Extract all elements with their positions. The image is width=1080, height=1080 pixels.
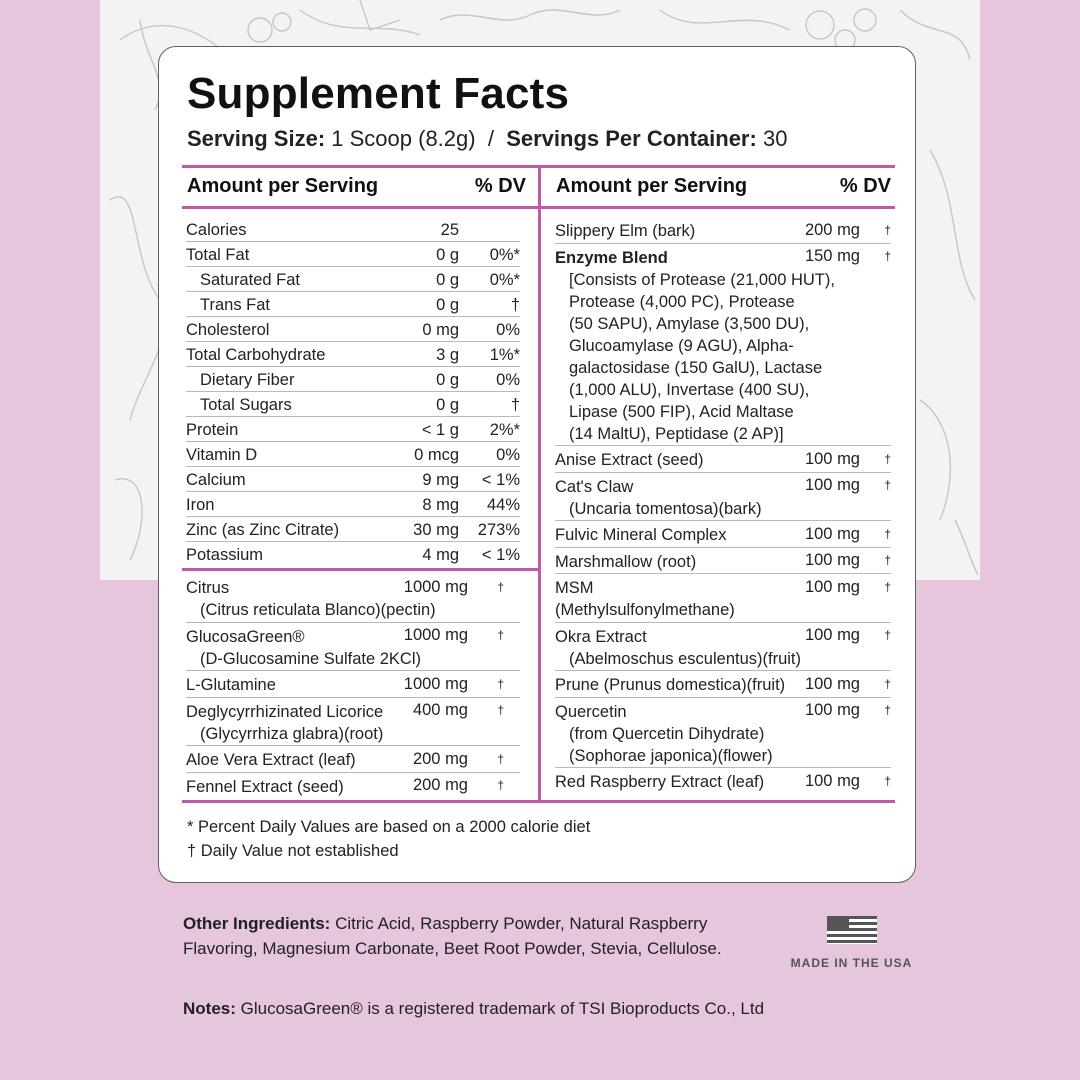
nutrient-row [186,492,520,517]
notes-text: GlucosaGreen® is a registered trademark of TSI Bioproducts Co., Ltd [240,999,765,1018]
ingredient-title: Prune (Prunus domestica)(fruit) [555,676,786,694]
nutrient-dv: † [510,395,520,414]
ingredient-dv: † [884,478,891,492]
left-amount-header: Amount per Serving [187,175,379,197]
ingredient-amount: 1000 mg [403,626,468,644]
ingredient-title: Fennel Extract (seed) [186,777,344,796]
nutrient-row [186,267,520,292]
nutrient-row [186,392,520,417]
ingredient-dv: † [884,451,891,466]
nutrient-name: Cholesterol [186,320,270,339]
nutrient-amount: 0 g [436,370,459,389]
ingredient-title: Citrus [186,579,230,597]
ingredient-title: MSM [555,579,594,597]
nutrient-name: Iron [186,495,215,514]
ingredient-row [186,746,520,773]
ingredient-amount: 100 mg [804,524,860,543]
nutrient-amount: 0 g [436,270,459,289]
ingredient-name [186,749,520,771]
background-right-strip [980,0,1080,1080]
ingredient-source: [Consists of Protease (21,000 HUT), [569,270,835,289]
ingredient-amount: 150 mg [804,247,860,265]
nutrient-amount: 0 g [436,245,459,264]
nutrient-name: Potassium [186,545,264,564]
nutrient-amount: 0 mg [422,320,459,339]
ingredient-name [186,577,520,621]
ingredient-dv: † [884,553,891,567]
nutrient-name: Dietary Fiber [200,370,295,389]
ingredient-title: Slippery Elm (bark) [555,222,696,240]
nutrient-dv: 0% [496,445,520,464]
left-column-header [187,175,526,201]
made-in-usa-label: MADE IN THE USA [790,956,913,970]
ingredient-title: Cat's Claw [555,477,634,496]
ingredient-source: (D-Glucosamine Sulfate 2KCl) [200,649,421,668]
nutrient-row [186,292,520,317]
ingredient-source: (from Quercetin Dihydrate) [569,724,765,743]
other-ingredients-text: Citric Acid, Raspberry Powder, Natural Raspberry Flavoring, Magnesium Carbonate, Beet Root Powder, Stevia, Cellulose. [183,914,722,958]
ingredient-title: Marshmallow (root) [555,552,697,571]
nutrient-dv: 0%* [489,270,520,289]
nutrient-amount: 8 mg [422,495,459,514]
nutrient-name: Trans Fat [200,295,270,314]
ingredient-title: Quercetin [555,702,627,721]
ingredient-amount: 200 mg [804,220,860,239]
servings-per-container-value: 30 [762,126,788,151]
ingredient-source: (Abelmoschus esculentus)(fruit) [569,649,801,668]
ingredient-source: (Uncaria tomentosa)(bark) [569,499,762,518]
ingredient-row [555,244,891,447]
ingredient-dv: † [884,628,891,642]
nutrient-row [186,367,520,392]
servings-per-container-label: Servings Per Container: [506,126,757,151]
right-amount-header: Amount per Serving [556,175,748,197]
ingredient-row [555,473,891,522]
nutrient-divider [182,568,539,571]
ingredient-dv dag: † [497,751,504,766]
background-left-strip [0,0,100,1080]
ingredient-title: Fulvic Mineral Complex [555,526,727,544]
nutrient-row [186,417,520,442]
nutrient-amount: 0 g [436,295,459,314]
ingredient-amount: 100 mg [804,771,860,790]
ingredient-dv: † [884,579,891,594]
nutrient-row [186,542,520,567]
serving-size-value: 1 Scoop (8.2g) [331,126,476,151]
nutrient-amount: 4 mg [422,545,459,564]
ingredient-title: Okra Extract [555,627,647,646]
supplement-facts-panel [158,46,916,883]
ingredient-source: (50 SAPU), Amylase (3,500 DU), [569,314,810,333]
nutrient-name: Zinc (as Zinc Citrate) [186,520,340,539]
nutrient-amount: 0 g [436,395,459,414]
ingredient-dv: † [884,703,891,717]
ingredient-dv dag: † [497,628,504,642]
left-nutrient-list [186,217,520,567]
ingredient-row [186,623,520,672]
ingredient-name [555,247,891,445]
other-ingredients-label: Other Ingredients: [183,914,331,933]
ingredient-source: (Glycyrrhiza glabra)(root) [200,724,384,743]
notes-label: Notes: [183,999,236,1018]
ingredient-amount: 200 mg [412,749,468,768]
right-dv-header: % DV [839,175,891,197]
nutrient-amount: 25 [440,220,459,239]
ingredient-row [555,698,891,769]
ingredient-amount: 200 mg [412,776,468,794]
serving-separator: / [487,126,494,151]
ingredient-title: Enzyme Blend [555,248,668,267]
ingredient-name [186,776,520,798]
ingredient-row [555,521,891,548]
nutrient-row [186,217,520,242]
ingredient-source: Protease (4,000 PC), Protease [569,292,795,311]
nutrient-name: Calories [186,220,247,239]
serving-info [187,126,787,152]
ingredient-dv: † [884,676,891,691]
nutrient-amount: 0 mcg [414,445,459,464]
nutrient-row [186,442,520,467]
nutrient-dv: 1%* [489,345,520,364]
ingredient-source: (Citrus reticulata Blanco)(pectin) [200,601,436,619]
footnotes [187,815,590,863]
ingredient-amount: 100 mg [804,449,860,468]
ingredient-name [186,626,520,670]
nutrient-name: Vitamin D [186,445,258,464]
ingredient-row [555,217,891,244]
nutrient-name: Total Fat [186,245,250,264]
ingredient-dv dag: † [497,579,504,594]
nutrient-row [186,517,520,542]
ingredient-row [555,574,891,623]
column-divider [538,165,541,803]
ingredient-title: Aloe Vera Extract (leaf) [186,751,356,769]
ingredient-row [555,671,891,698]
ingredient-row [186,698,520,747]
nutrient-amount: 3 g [436,345,459,364]
nutrient-dv: 44% [486,495,520,514]
ingredient-dv: † [884,249,891,263]
ingredient-name [186,674,520,696]
ingredient-source: galactosidase (150 GalU), Lactase [569,358,823,377]
nutrient-row [186,242,520,267]
ingredient-row [186,773,520,799]
ingredient-source: Lipase (500 FIP), Acid Maltase [569,402,794,421]
nutrient-name: Protein [186,420,239,439]
ingredient-source: (Methylsulfonylmethane) [555,601,735,619]
ingredient-dv: † [884,773,891,788]
ingredient-dv dag: † [497,778,504,792]
ingredient-amount: 100 mg [804,626,860,644]
nutrient-dv: 2%* [489,420,520,439]
ingredient-amount: 100 mg [804,701,860,719]
nutrient-name: Total Sugars [200,395,292,414]
nutrient-dv: < 1% [481,545,520,564]
ingredient-name [186,701,520,745]
nutrient-amount: < 1 g [421,420,459,439]
ingredient-amount: 1000 mg [403,674,468,693]
ingredient-amount: 100 mg [804,577,860,596]
nutrient-dv: 0% [496,370,520,389]
ingredient-dv: † [884,526,891,541]
percent-dv-footnote: * Percent Daily Values are based on a 2000 calorie diet [187,818,591,836]
nutrient-dv: † [510,295,520,314]
ingredient-dv: † [884,222,891,237]
ingredient-row [186,671,520,698]
serving-size-label: Serving Size: [187,126,326,151]
ingredient-row [186,574,520,623]
made-in-usa-badge [789,916,914,970]
ingredient-row [555,446,891,473]
ingredient-amount: 1000 mg [403,577,468,596]
ingredient-title: GlucosaGreen® [186,627,305,646]
nutrient-dv: 273% [477,520,520,539]
nutrient-row [186,317,520,342]
ingredient-source: Glucoamylase (9 AGU), Alpha- [569,336,794,355]
ingredient-title: Red Raspberry Extract (leaf) [555,773,765,791]
notes [183,999,764,1019]
ingredient-source: (Sophorae japonica)(flower) [569,746,773,765]
left-ingredient-list [186,574,520,798]
other-ingredients [183,912,743,961]
nutrient-row [186,467,520,492]
nutrient-name: Saturated Fat [200,270,300,289]
nutrient-dv: 0%* [489,245,520,264]
ingredient-amount: 100 mg [804,674,860,693]
left-dv-header: % DV [474,175,526,197]
ingredient-source: (1,000 ALU), Invertase (400 SU), [569,380,810,399]
nutrient-amount: 9 mg [422,470,459,489]
ingredient-row [555,548,891,575]
ingredient-title: Anise Extract (seed) [555,451,704,469]
ingredient-dv dag: † [497,703,504,717]
dagger-footnote: † Daily Value not established [187,842,399,860]
nutrient-dv: < 1% [481,470,520,489]
us-flag-icon [827,916,877,944]
ingredient-title: L-Glutamine [186,676,276,694]
nutrient-row [186,342,520,367]
bottom-divider [182,800,895,803]
ingredient-row [555,623,891,672]
right-ingredient-list [555,217,891,794]
panel-title: Supplement Facts [187,69,570,118]
nutrient-name: Total Carbohydrate [186,345,326,364]
ingredient-row [555,768,891,794]
nutrient-amount: 30 mg [413,520,459,539]
nutrient-dv: 0% [496,320,520,339]
nutrient-name: Calcium [186,470,246,489]
ingredient-title: Deglycyrrhizinated Licorice [186,702,384,721]
ingredient-dv dag: † [497,676,504,691]
right-column-header [556,175,891,201]
ingredient-amount: 100 mg [804,476,860,494]
ingredient-amount: 400 mg [412,701,468,719]
ingredient-amount: 100 mg [804,551,860,569]
ingredient-source: (14 MaltU), Peptidase (2 AP)] [569,424,784,443]
